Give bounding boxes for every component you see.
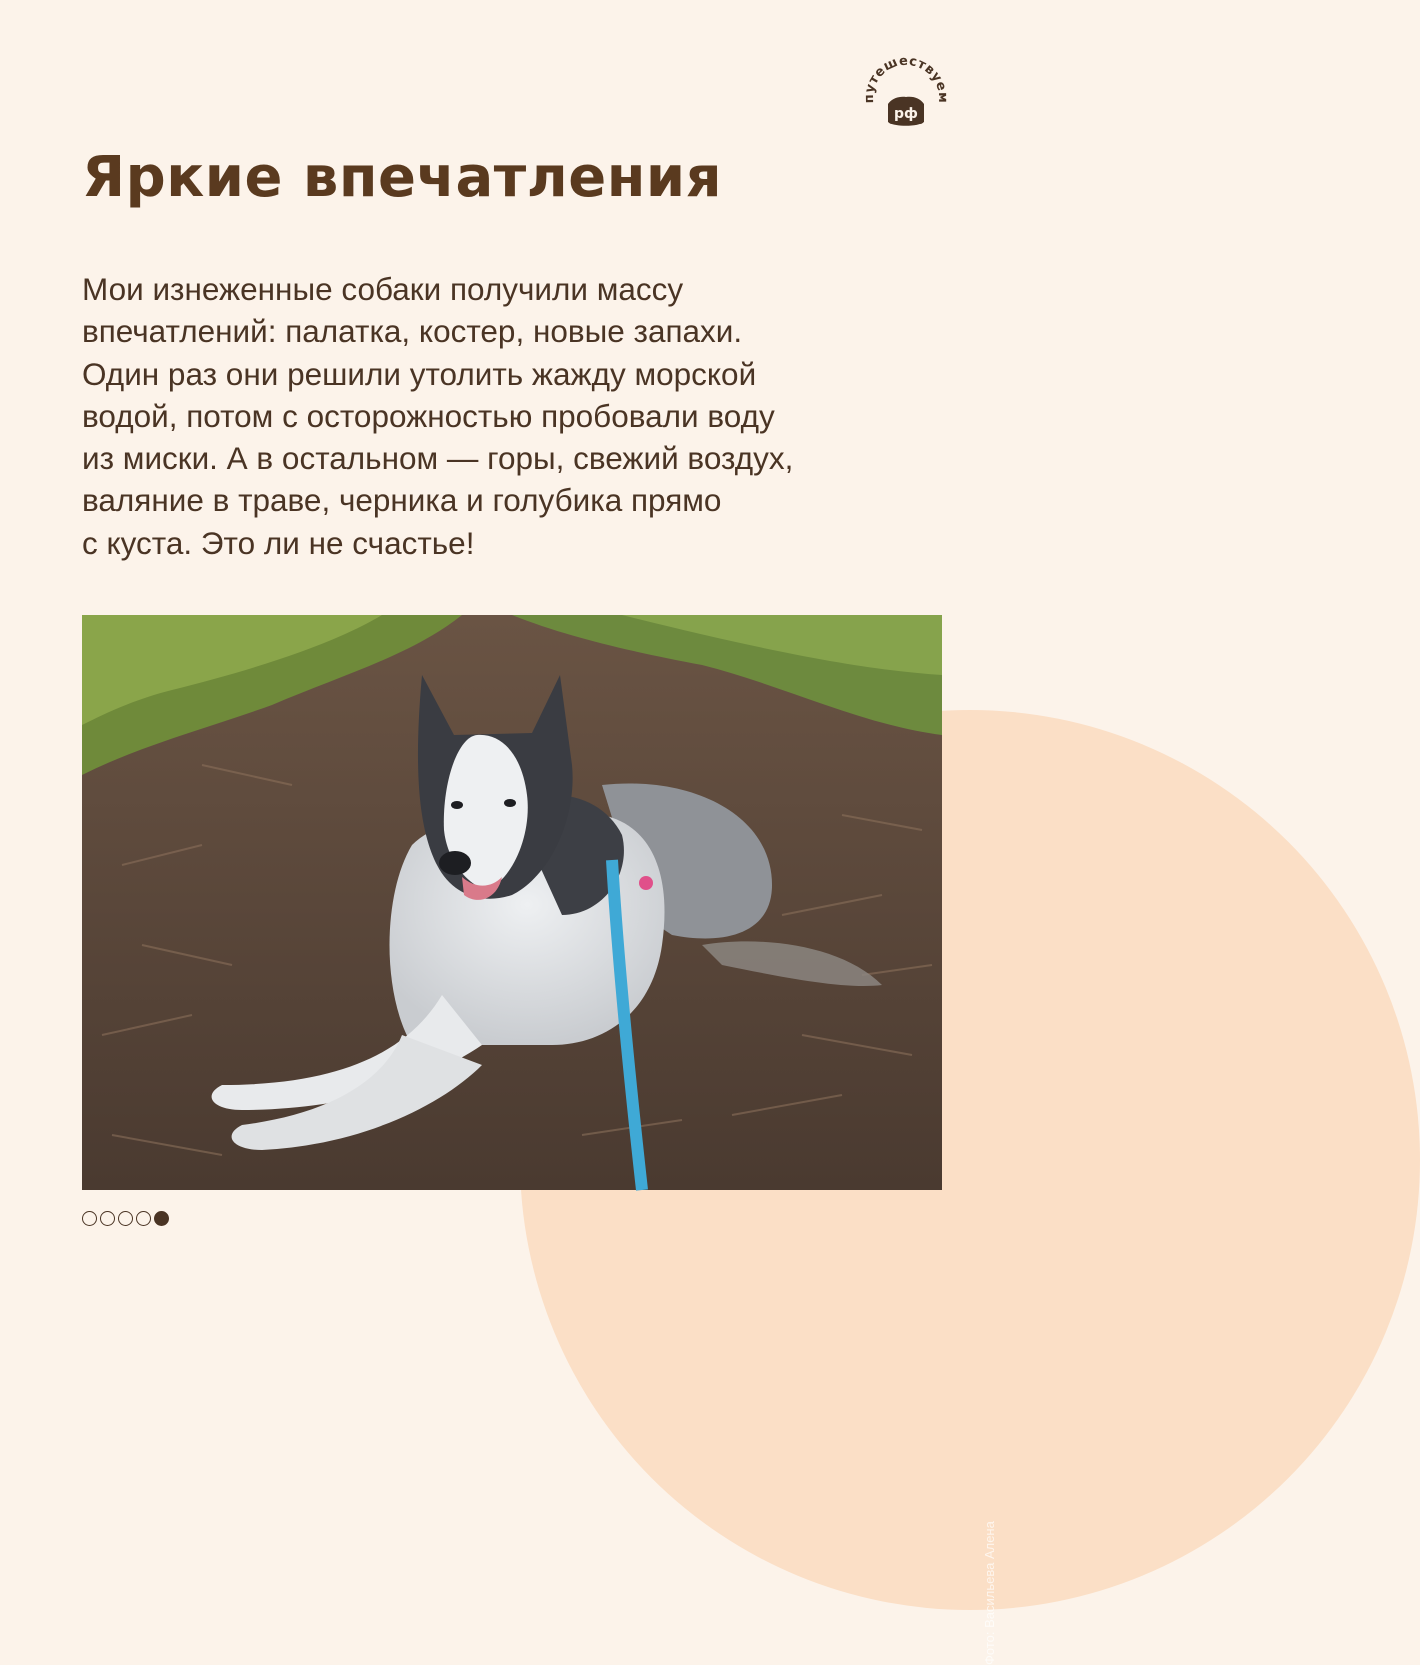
dog-photo (82, 615, 997, 1665)
brand-logo[interactable] (858, 48, 954, 144)
logo-text: путешествуем (861, 53, 951, 104)
slide-title: Яркие впечатления (82, 145, 723, 210)
body-line: с куста. Это ли не счастье! (82, 524, 475, 561)
body-line: водой, потом с осторожностью пробовали воду (82, 397, 775, 434)
pagination-dots (82, 1211, 169, 1226)
pagination-dot-2[interactable] (100, 1211, 115, 1226)
body-line: валяние в траве, черника и голубика прямо (82, 482, 722, 519)
dog-tag (639, 876, 653, 890)
body-line: Один раз они решили утолить жажду морской (82, 355, 757, 392)
body-line: впечатлений: палатка, костер, новые запахи. (82, 313, 743, 350)
pagination-dot-1[interactable] (82, 1211, 97, 1226)
body-line: из миски. А в остальном — горы, свежий воздух, (82, 440, 794, 477)
pagination-dot-3[interactable] (118, 1211, 133, 1226)
photo-credit: Фото: Васильева Алена (982, 1521, 997, 1665)
logo-suffix: рф (894, 106, 918, 122)
body-line: Мои изнеженные собаки получили массу (82, 271, 684, 307)
slide-body-text (82, 268, 962, 564)
pagination-dot-5-active[interactable] (154, 1211, 169, 1226)
pagination-dot-4[interactable] (136, 1211, 151, 1226)
svg-text:путешествуем (862, 54, 950, 104)
